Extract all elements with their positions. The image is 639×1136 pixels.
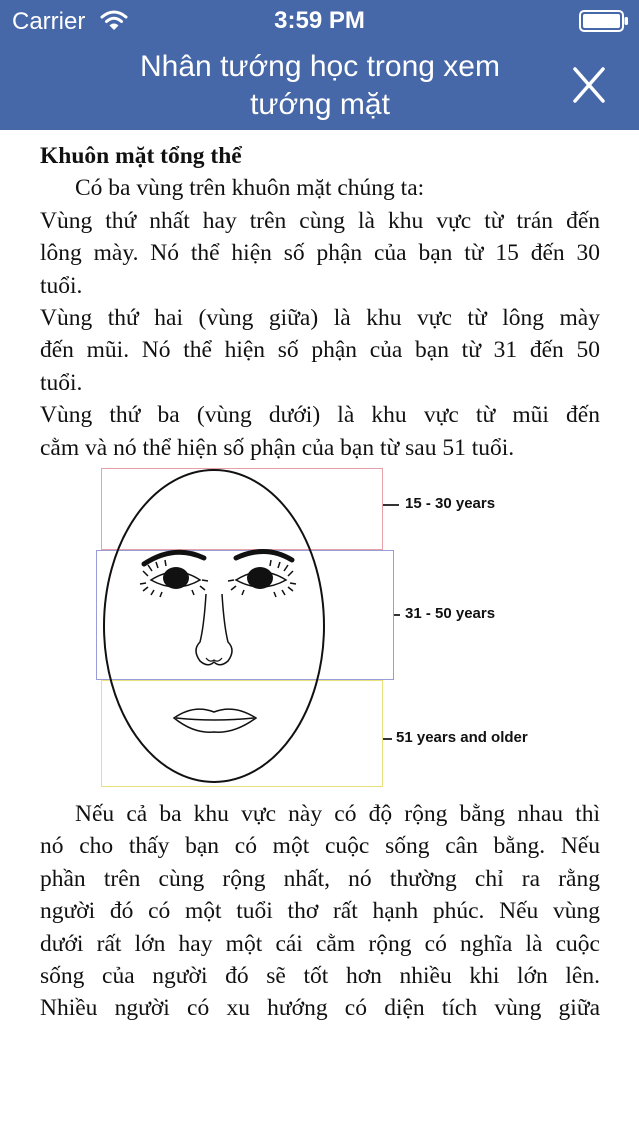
- article-line: Vùng thứ ba (vùng dưới) là khu vực từ mũi đến: [40, 402, 600, 429]
- article-line: đến mũi. Nó thể hiện số phận của bạn từ 31 đến 50: [40, 337, 600, 364]
- status-bar: [0, 0, 639, 40]
- middle-zone-label: 31 - 50 years: [405, 605, 496, 622]
- article-line: Có ba vùng trên khuôn mặt chúng ta:: [75, 175, 425, 202]
- middle-zone-tick: [394, 614, 400, 616]
- article-line: phần trên cùng rộng nhất, nó thường chỉ ra rằng: [40, 865, 600, 892]
- close-x-icon: [575, 69, 603, 101]
- lower-zone-label: 51 years and older: [396, 729, 528, 746]
- article-line: Vùng thứ hai (vùng giữa) là khu vực từ lông mày: [40, 304, 600, 331]
- upper-zone-tick: [383, 504, 399, 506]
- face-zones-figure: [96, 466, 556, 791]
- article-line: tuổi.: [40, 369, 83, 396]
- article-line: Nhiều người có xu hướng có diện tích vùng giữa: [40, 995, 600, 1022]
- lower-zone-tick: [383, 738, 392, 740]
- article-line: Nếu cả ba khu vực này có độ rộng bằng nhau thì: [75, 801, 600, 827]
- article-line: người đó có một tuổi thơ rất hạnh phúc. Nếu vùng: [40, 898, 600, 925]
- close-button[interactable]: [566, 64, 612, 106]
- article-line: lông mày. Nó thể hiện số phận của bạn từ 15 đến 30: [40, 240, 600, 267]
- nav-title: [110, 48, 530, 124]
- article-line: cằm và nó thể hiện số phận của bạn từ sau 51 tuổi.: [40, 434, 515, 461]
- nav-title-line: tướng mặt: [250, 88, 390, 121]
- article-line: Vùng thứ nhất hay trên cùng là khu vực từ trán đến: [40, 207, 600, 234]
- article-line: dưới rất lớn hay một cái cằm rộng có nghĩa là cuộc: [40, 930, 600, 957]
- article-line: nó cho thấy bạn có một cuộc sống cân bằng. Nếu: [40, 833, 600, 860]
- left-eyebrow: [144, 552, 204, 564]
- article-content[interactable]: [0, 130, 639, 1036]
- face-illustration: [96, 466, 396, 791]
- carrier-label: Carrier: [12, 8, 86, 35]
- article-body: [40, 798, 600, 1025]
- nav-title-line: Nhân tướng học trong xem: [140, 50, 500, 83]
- article-intro: [40, 140, 600, 464]
- nose: [196, 594, 232, 665]
- face-outline: [104, 470, 324, 782]
- battery-icon: [579, 10, 629, 32]
- section-heading: Khuôn mặt tổng thể: [40, 143, 242, 169]
- upper-zone-label: 15 - 30 years: [405, 495, 496, 512]
- article-line: tuổi.: [40, 272, 83, 299]
- app-header: [0, 0, 639, 130]
- article-line: sống của người đó sẽ tốt hơn nhiều khi lớn lên.: [40, 962, 600, 989]
- right-eyebrow: [236, 551, 292, 560]
- status-time: 3:59 PM: [274, 7, 365, 34]
